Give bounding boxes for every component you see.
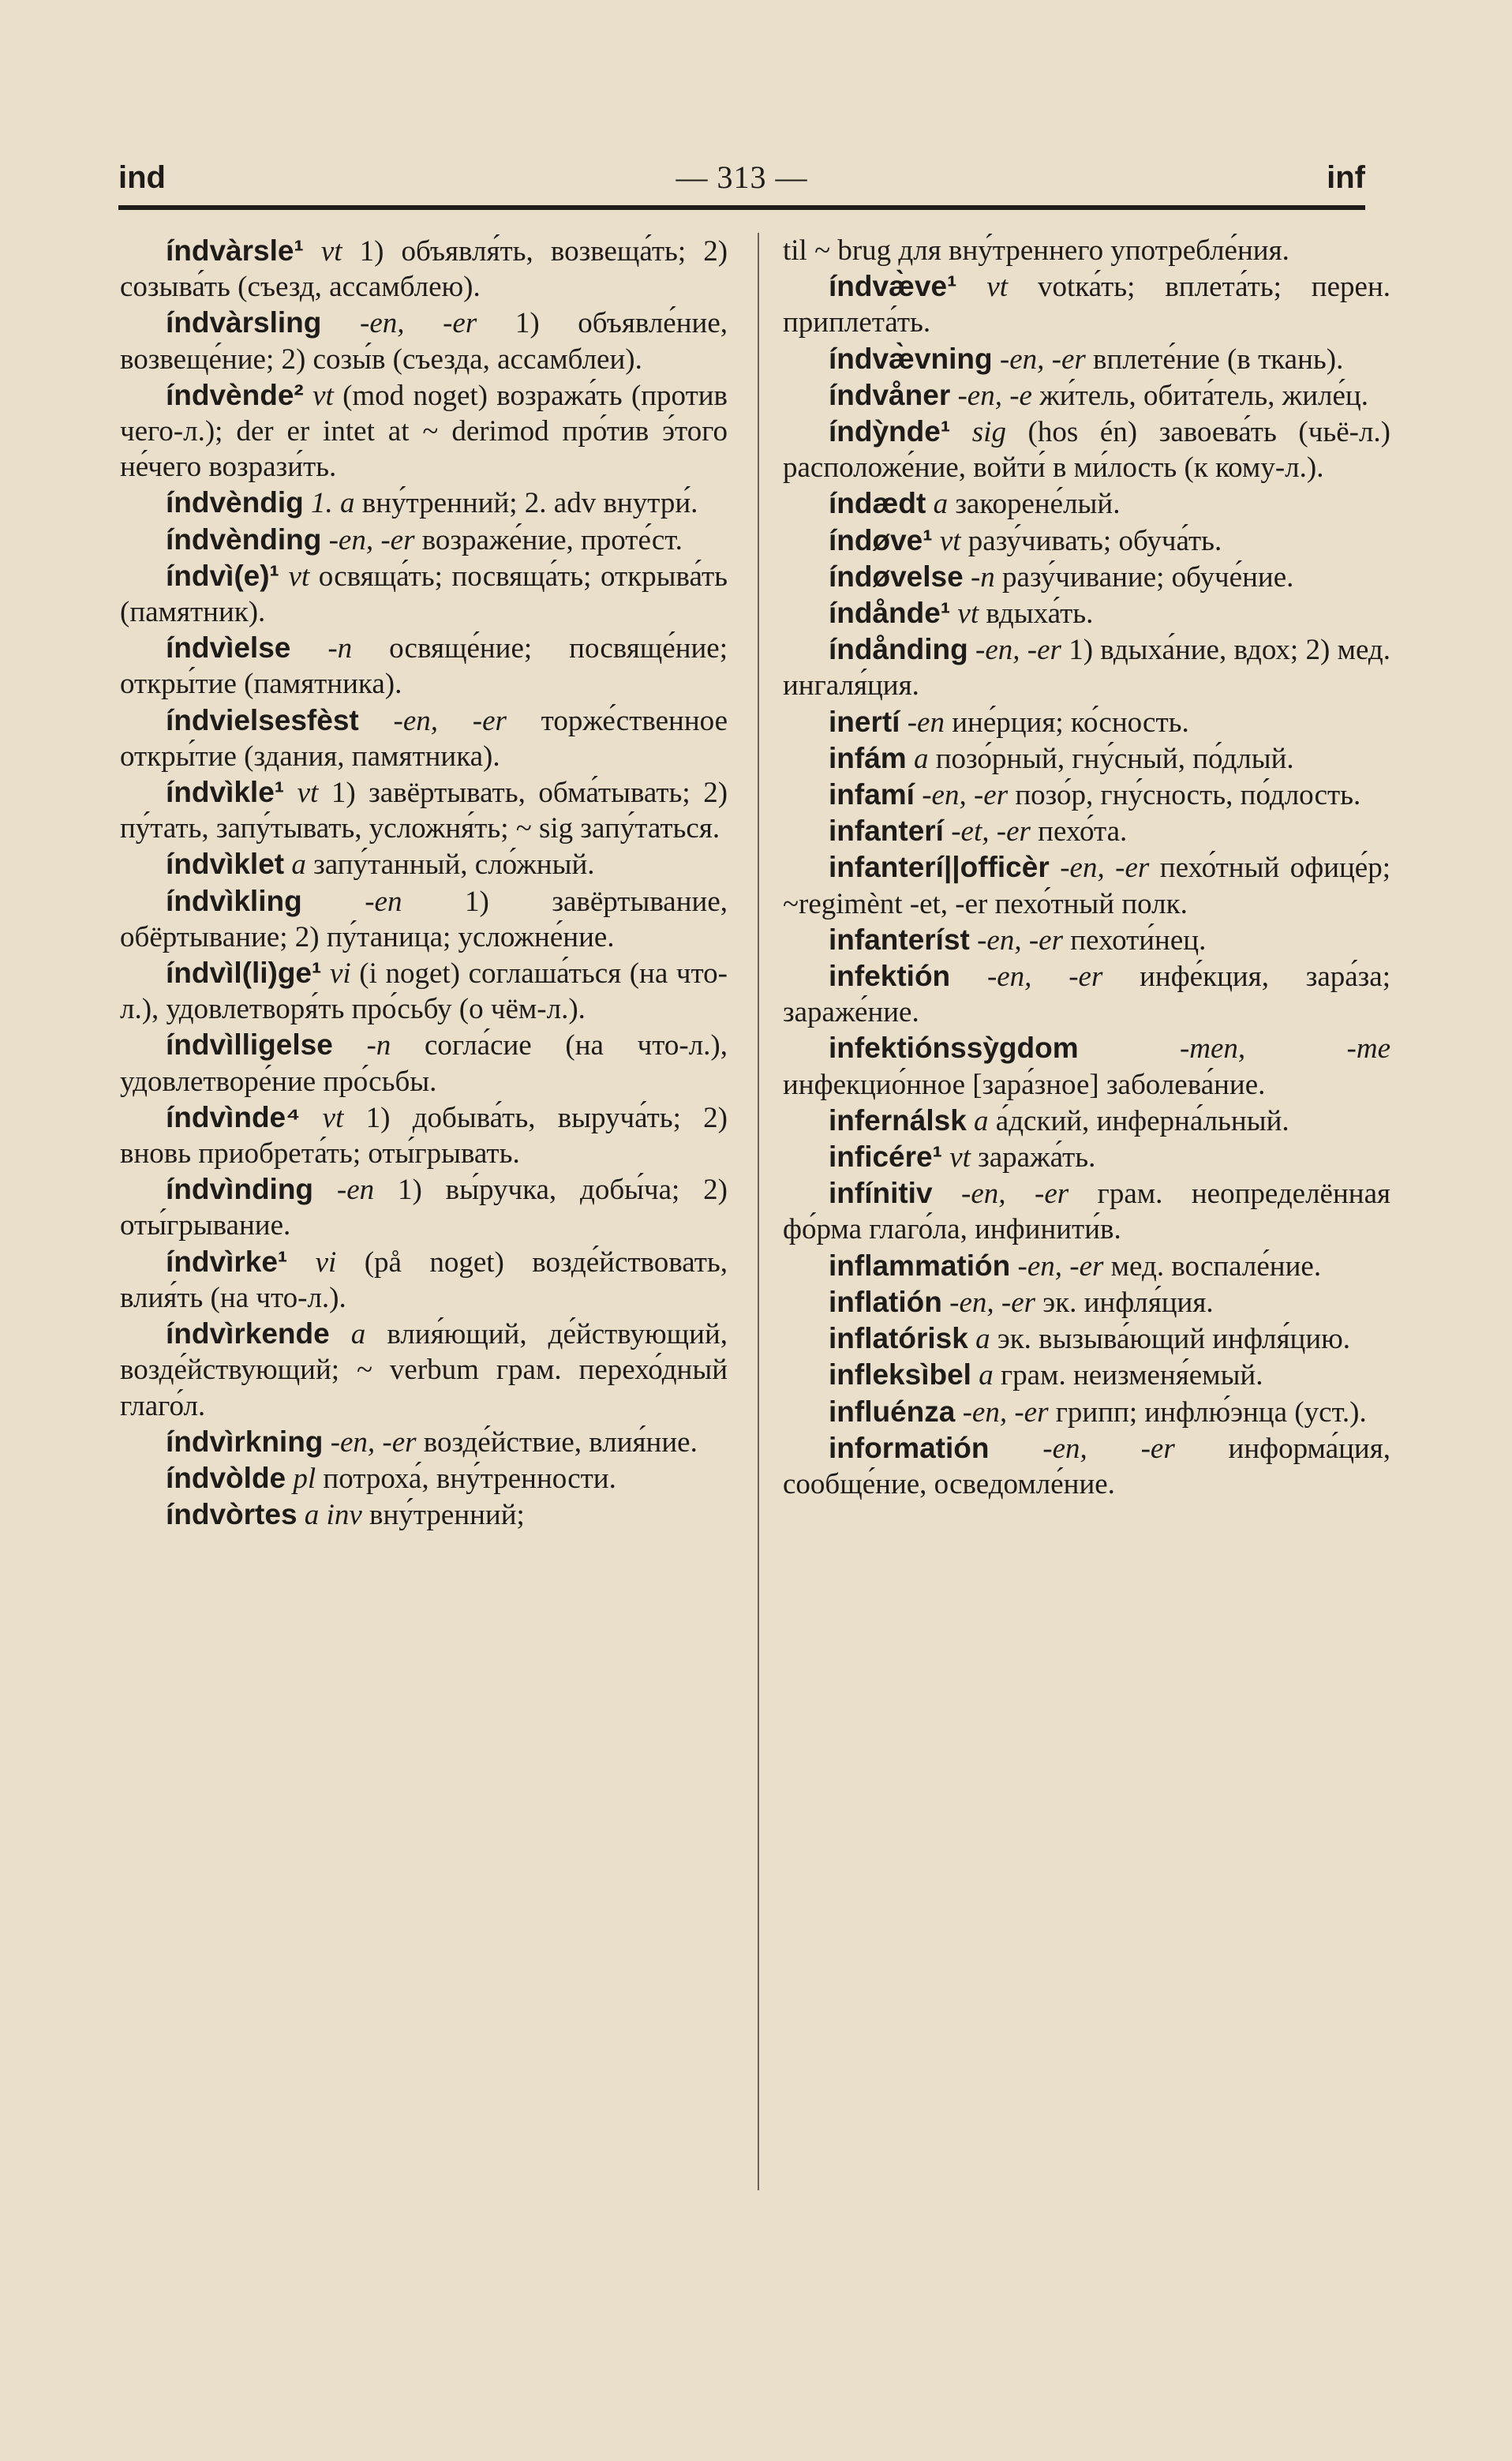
entry-grammar: -n	[327, 632, 353, 665]
entry-definition: жи́тель, обита́тель, жиле́ц.	[1039, 379, 1368, 412]
header-rule	[118, 205, 1365, 210]
entry-definition: инфекцио́нное [зара́зное] заболева́ние.	[783, 1068, 1266, 1101]
entry-definition: 1) завёртывать, обма́тывать; 2) пу́тать, запу́тывать, усложня́ть; ~ sig запу́таться.	[120, 777, 728, 845]
entry-definition: грам. неизменя́емый.	[1000, 1359, 1263, 1392]
entry-grammar: -en, -er	[999, 343, 1086, 376]
entry-definition: инфе́кция, зара́за; зараже́ние.	[783, 961, 1390, 1029]
entry-headword: índvàrsling	[166, 306, 322, 339]
column-divider	[758, 233, 759, 2190]
entry-grammar: a	[974, 1104, 989, 1137]
dictionary-entry	[120, 233, 728, 305]
right-column	[783, 233, 1390, 1502]
dictionary-entry	[783, 559, 1390, 595]
dictionary-entry	[783, 813, 1390, 849]
entry-definition: ине́рция; ко́сность.	[952, 706, 1189, 739]
entry-grammar: vt	[939, 524, 961, 557]
dictionary-entry	[783, 268, 1390, 340]
entry-definition: пехо́тный офице́р; ~regimènt -et, -er пехо́тный полк.	[783, 852, 1391, 920]
dictionary-entry	[783, 377, 1390, 414]
entry-headword: índvìkle¹	[166, 776, 285, 809]
entry-headword: índvìnding	[166, 1173, 314, 1206]
entry-headword: índvènding	[166, 523, 322, 556]
entry-definition: влия́ющий, де́йствующий, возде́йствующий; ~ verbum грам. перехо́дный глаго́л.	[120, 1318, 728, 1422]
entry-grammar: -men, -me	[1179, 1032, 1390, 1066]
entry-grammar: -en, -er	[922, 779, 1009, 812]
dictionary-entry	[783, 595, 1390, 631]
entry-grammar: pl	[293, 1462, 316, 1495]
entry-grammar: -en, -er	[330, 1425, 417, 1459]
dictionary-entry	[120, 702, 728, 774]
entry-definition: а́дский, инферна́льный.	[995, 1104, 1289, 1137]
entry-definition: 1) вы́ручка, добы́ча; 2) оты́грывание.	[120, 1174, 728, 1242]
entry-headword: índvìrkning	[166, 1425, 324, 1458]
entry-headword: índånde¹	[829, 597, 951, 630]
entry-grammar: -en, -er	[975, 634, 1061, 667]
entry-headword: índvì(e)¹	[166, 559, 279, 592]
entry-headword: informatión	[829, 1431, 990, 1464]
entry-definition: (på noget) возде́йствовать, влия́ть (на что-л.).	[120, 1245, 728, 1314]
entry-definition: votка́ть; вплета́ть; перен. приплета́ть.	[783, 271, 1391, 339]
entry-headword: inficére¹	[829, 1141, 942, 1174]
entry-definition: 1) объявле́ние, возвеще́ние; 2) созы́в (съезда, ассамблеи).	[120, 307, 728, 376]
entry-definition: разу́чивать; обуча́ть.	[967, 524, 1222, 557]
entry-grammar: -en, -er	[949, 1286, 1036, 1319]
entry-grammar: vt	[949, 1141, 971, 1174]
entry-definition: возде́йствие, влия́ние.	[423, 1425, 698, 1459]
entry-headword: índvìnde⁴	[166, 1100, 301, 1133]
dictionary-entry	[783, 1430, 1390, 1502]
dictionary-entry	[120, 955, 728, 1027]
entry-headword: índvåner	[829, 378, 951, 411]
entry-grammar: -n	[366, 1029, 391, 1062]
dictionary-entry	[783, 1175, 1390, 1247]
entry-definition: позо́рный, гну́сный, по́длый.	[935, 742, 1294, 775]
entry-headword: índvæ̀vning	[829, 342, 993, 375]
entry-definition: (mod noget) возража́ть (против чего-л.); der er intet at ~ derimod про́тив э́того не́чего возрази́ть.	[120, 379, 728, 484]
entry-definition: освяща́ть; посвяща́ть; открыва́ть (памятник).	[120, 560, 728, 629]
dictionary-entry	[120, 305, 728, 376]
entry-headword: índvàrsle¹	[166, 234, 304, 267]
dictionary-entry	[783, 485, 1390, 522]
entry-grammar: -en, -er	[1042, 1432, 1175, 1465]
dictionary-entry	[783, 849, 1390, 921]
entry-definition: разу́чивание; обуче́ние.	[1002, 560, 1294, 594]
entry-headword: inflatión	[829, 1285, 942, 1318]
entry-headword: infanterí	[829, 815, 944, 848]
dictionary-entry	[120, 1027, 728, 1099]
entry-grammar: vi	[329, 957, 351, 991]
entry-headword: índỳnde¹	[829, 415, 951, 448]
entry-headword: índædt	[829, 487, 926, 520]
dictionary-entry	[783, 1248, 1390, 1284]
dictionary-entry	[120, 1496, 728, 1533]
dictionary-entry	[120, 1244, 728, 1316]
entry-headword: índvìrke¹	[166, 1245, 288, 1278]
entry-definition: грам. неопределённая фо́рма глаго́ла, инфинити́в.	[783, 1178, 1391, 1246]
entry-headword: influénza	[829, 1395, 956, 1428]
entry-headword: infínitiv	[829, 1177, 933, 1210]
entry-grammar: vt	[313, 379, 334, 412]
entry-headword: infamí	[829, 778, 915, 811]
dictionary-entry	[783, 1030, 1390, 1102]
entry-definition: эк. вызыва́ющий инфля́цию.	[997, 1323, 1351, 1356]
entry-headword: infanteríst	[829, 923, 970, 956]
entry-headword: índvòlde	[166, 1461, 286, 1494]
entry-grammar: a	[975, 1323, 990, 1356]
entry-definition: вплете́ние (в ткань).	[1093, 343, 1344, 376]
entry-grammar: -en	[336, 1174, 375, 1207]
entry-definition: возраже́ние, проте́ст.	[421, 523, 683, 556]
dictionary-entry	[120, 1316, 728, 1424]
entry-grammar: -en, -er	[977, 923, 1063, 957]
entry-definition: 1) добыва́ть, выруча́ть; 2) вновь приобрета́ть; оты́грывать.	[120, 1101, 728, 1171]
entry-grammar: vt	[322, 1101, 344, 1134]
entry-grammar: -en	[907, 706, 945, 739]
entry-headword: índvìklet	[166, 848, 285, 881]
entry-definition: закорене́лый.	[955, 488, 1121, 521]
entry-definition: 1) завёртывание, обёртывание; 2) пу́таница; усложне́ние.	[120, 885, 728, 953]
dictionary-entry	[783, 523, 1390, 559]
entry-definition: информа́ция, сообще́ние, осведомле́ние.	[783, 1432, 1390, 1500]
entry-definition: вдыха́ть.	[986, 597, 1094, 631]
entry-grammar: -en, -er	[1017, 1249, 1104, 1283]
entry-headword: índvìl(li)ge¹	[166, 957, 322, 990]
entry-headword: índvìkling	[166, 884, 302, 917]
dictionary-entry	[120, 774, 728, 846]
dictionary-entry	[120, 1099, 728, 1171]
dictionary-entry	[783, 1357, 1390, 1393]
entry-headword: infernálsk	[829, 1103, 967, 1137]
entry-grammar: -en, -er	[393, 704, 507, 737]
entry-headword: índvìlligelse	[166, 1028, 333, 1062]
entry-headword: inflatórisk	[829, 1322, 968, 1355]
entry-grammar: -en, -e	[957, 379, 1032, 412]
entry-headword: inertí	[829, 705, 900, 738]
entry-definition: (hos én) завоева́ть (чьё-л.) расположе́ние, войти́ в ми́лость (к кому-л.).	[783, 416, 1390, 485]
entry-definition: запу́танный, сло́жный.	[313, 848, 595, 882]
dictionary-entry	[120, 377, 728, 485]
entry-definition: 1) объявля́ть, возвеща́ть; 2) созыва́ть (съезд, ассамблею).	[120, 235, 728, 304]
entry-grammar: vt	[320, 235, 342, 268]
entry-headword: infektión	[829, 960, 951, 993]
dictionary-entry	[783, 922, 1390, 958]
entry-grammar: a	[933, 488, 949, 521]
dictionary-entry	[120, 522, 728, 558]
dictionary-entry	[120, 1460, 728, 1496]
entry-headword: inflammatión	[829, 1249, 1011, 1282]
entry-headword: índvènde²	[166, 378, 304, 411]
page-number: — 313 —	[676, 159, 808, 195]
entry-headword: infám	[829, 741, 907, 774]
entry-definition: мед. воспале́ние.	[1110, 1249, 1322, 1283]
entry-grammar: vt	[986, 271, 1009, 304]
entry-headword: índvìrkende	[166, 1317, 330, 1350]
dictionary-entry	[783, 1139, 1390, 1175]
entry-grammar: -en, -er	[328, 523, 415, 556]
dictionary-entry	[783, 1103, 1390, 1139]
header-right-guide-word: inf	[1327, 160, 1365, 195]
entry-definition: потроха́, вну́тренности.	[323, 1462, 616, 1495]
entry-grammar: -et, -er	[951, 815, 1031, 848]
entry-definition: позо́р, гну́сность, по́длость.	[1015, 779, 1361, 812]
entry-definition: пехоти́нец.	[1070, 923, 1207, 957]
entry-grammar: -en	[365, 885, 402, 918]
entry-definition: грипп; инфлю́энца (уст.).	[1055, 1395, 1367, 1429]
dictionary-entry	[783, 233, 1390, 268]
entry-definition: (i noget) соглаша́ться (на что-л.), удовлетворя́ть про́сьбу (о чём-л.).	[120, 957, 728, 1026]
dictionary-entry	[783, 777, 1390, 813]
entry-definition: вну́тренний; 2. adv внутри́.	[361, 487, 698, 520]
header-left-guide-word: ind	[118, 160, 166, 195]
dictionary-entry	[120, 883, 728, 955]
entry-grammar: -n	[970, 560, 995, 594]
dictionary-entry	[783, 1394, 1390, 1430]
entry-grammar: -en, -er	[1060, 852, 1150, 885]
entry-definition: 1) вдыха́ние, вдох; 2) мед. ингаля́ция.	[783, 634, 1390, 702]
entry-grammar: a	[979, 1359, 994, 1392]
dictionary-entry	[120, 846, 728, 882]
dictionary-entry	[783, 414, 1390, 485]
entry-definition: пехо́та.	[1038, 815, 1128, 848]
dictionary-entry	[120, 485, 728, 521]
entry-headword: índånding	[829, 633, 968, 666]
entry-definition: эк. инфля́ция.	[1042, 1286, 1214, 1319]
entry-definition: согла́сие (на что-л.), удовлетворе́ние про́сьбы.	[120, 1029, 728, 1098]
entry-headword: índvèndig	[166, 486, 304, 519]
dictionary-entry	[120, 630, 728, 702]
dictionary-entry	[120, 558, 728, 630]
dictionary-entry	[783, 341, 1390, 377]
dictionary-entry	[783, 631, 1390, 703]
entry-grammar: vt	[297, 777, 319, 810]
entry-definition: торже́ственное откры́тие (здания, памятника).	[120, 704, 728, 773]
entry-grammar: sig	[971, 416, 1006, 449]
entry-headword: índvæ̀ve¹	[829, 270, 957, 303]
entry-grammar: -en, -er	[962, 1395, 1049, 1429]
page-header	[118, 155, 1365, 210]
dictionary-entry	[783, 958, 1390, 1030]
entry-headword: índvielsesfèst	[166, 703, 359, 736]
entry-headword: índøvelse	[829, 560, 964, 593]
entry-definition: освяще́ние; посвяще́ние; откры́тие (памятника).	[120, 632, 728, 701]
entry-grammar: a	[913, 742, 929, 775]
entry-headword: índvìelse	[166, 631, 291, 665]
entry-grammar: a	[291, 848, 306, 882]
entry-grammar: -en, -er	[360, 307, 477, 340]
dictionary-entry	[120, 1171, 728, 1243]
dictionary-entry	[783, 704, 1390, 740]
entry-grammar: vt	[288, 560, 310, 593]
entry-grammar: a inv	[304, 1499, 362, 1532]
dictionary-entry	[783, 740, 1390, 777]
entry-grammar: vi	[315, 1245, 337, 1279]
entry-headword: infanterí||officèr	[829, 851, 1050, 884]
entry-headword: infleksìbel	[829, 1358, 971, 1392]
entry-grammar: -en, -er	[961, 1178, 1069, 1211]
entry-definition: вну́тренний;	[369, 1499, 525, 1532]
dictionary-entry	[783, 1320, 1390, 1357]
entry-headword: índøve¹	[829, 523, 933, 556]
dictionary-entry	[783, 1284, 1390, 1320]
left-column	[120, 233, 728, 1533]
entry-grammar: 1. a	[310, 487, 355, 520]
entry-grammar: -en, -er	[986, 961, 1103, 994]
entry-grammar: a	[350, 1318, 366, 1351]
entry-grammar: vt	[957, 597, 979, 631]
entry-headword: infektiónssỳgdom	[829, 1032, 1079, 1065]
dictionary-entry	[120, 1424, 728, 1460]
entry-definition: заража́ть.	[978, 1141, 1096, 1174]
entry-headword: índvòrtes	[166, 1498, 298, 1531]
entry-definition: til ~ brug для вну́треннего употребле́ния.	[783, 234, 1289, 267]
